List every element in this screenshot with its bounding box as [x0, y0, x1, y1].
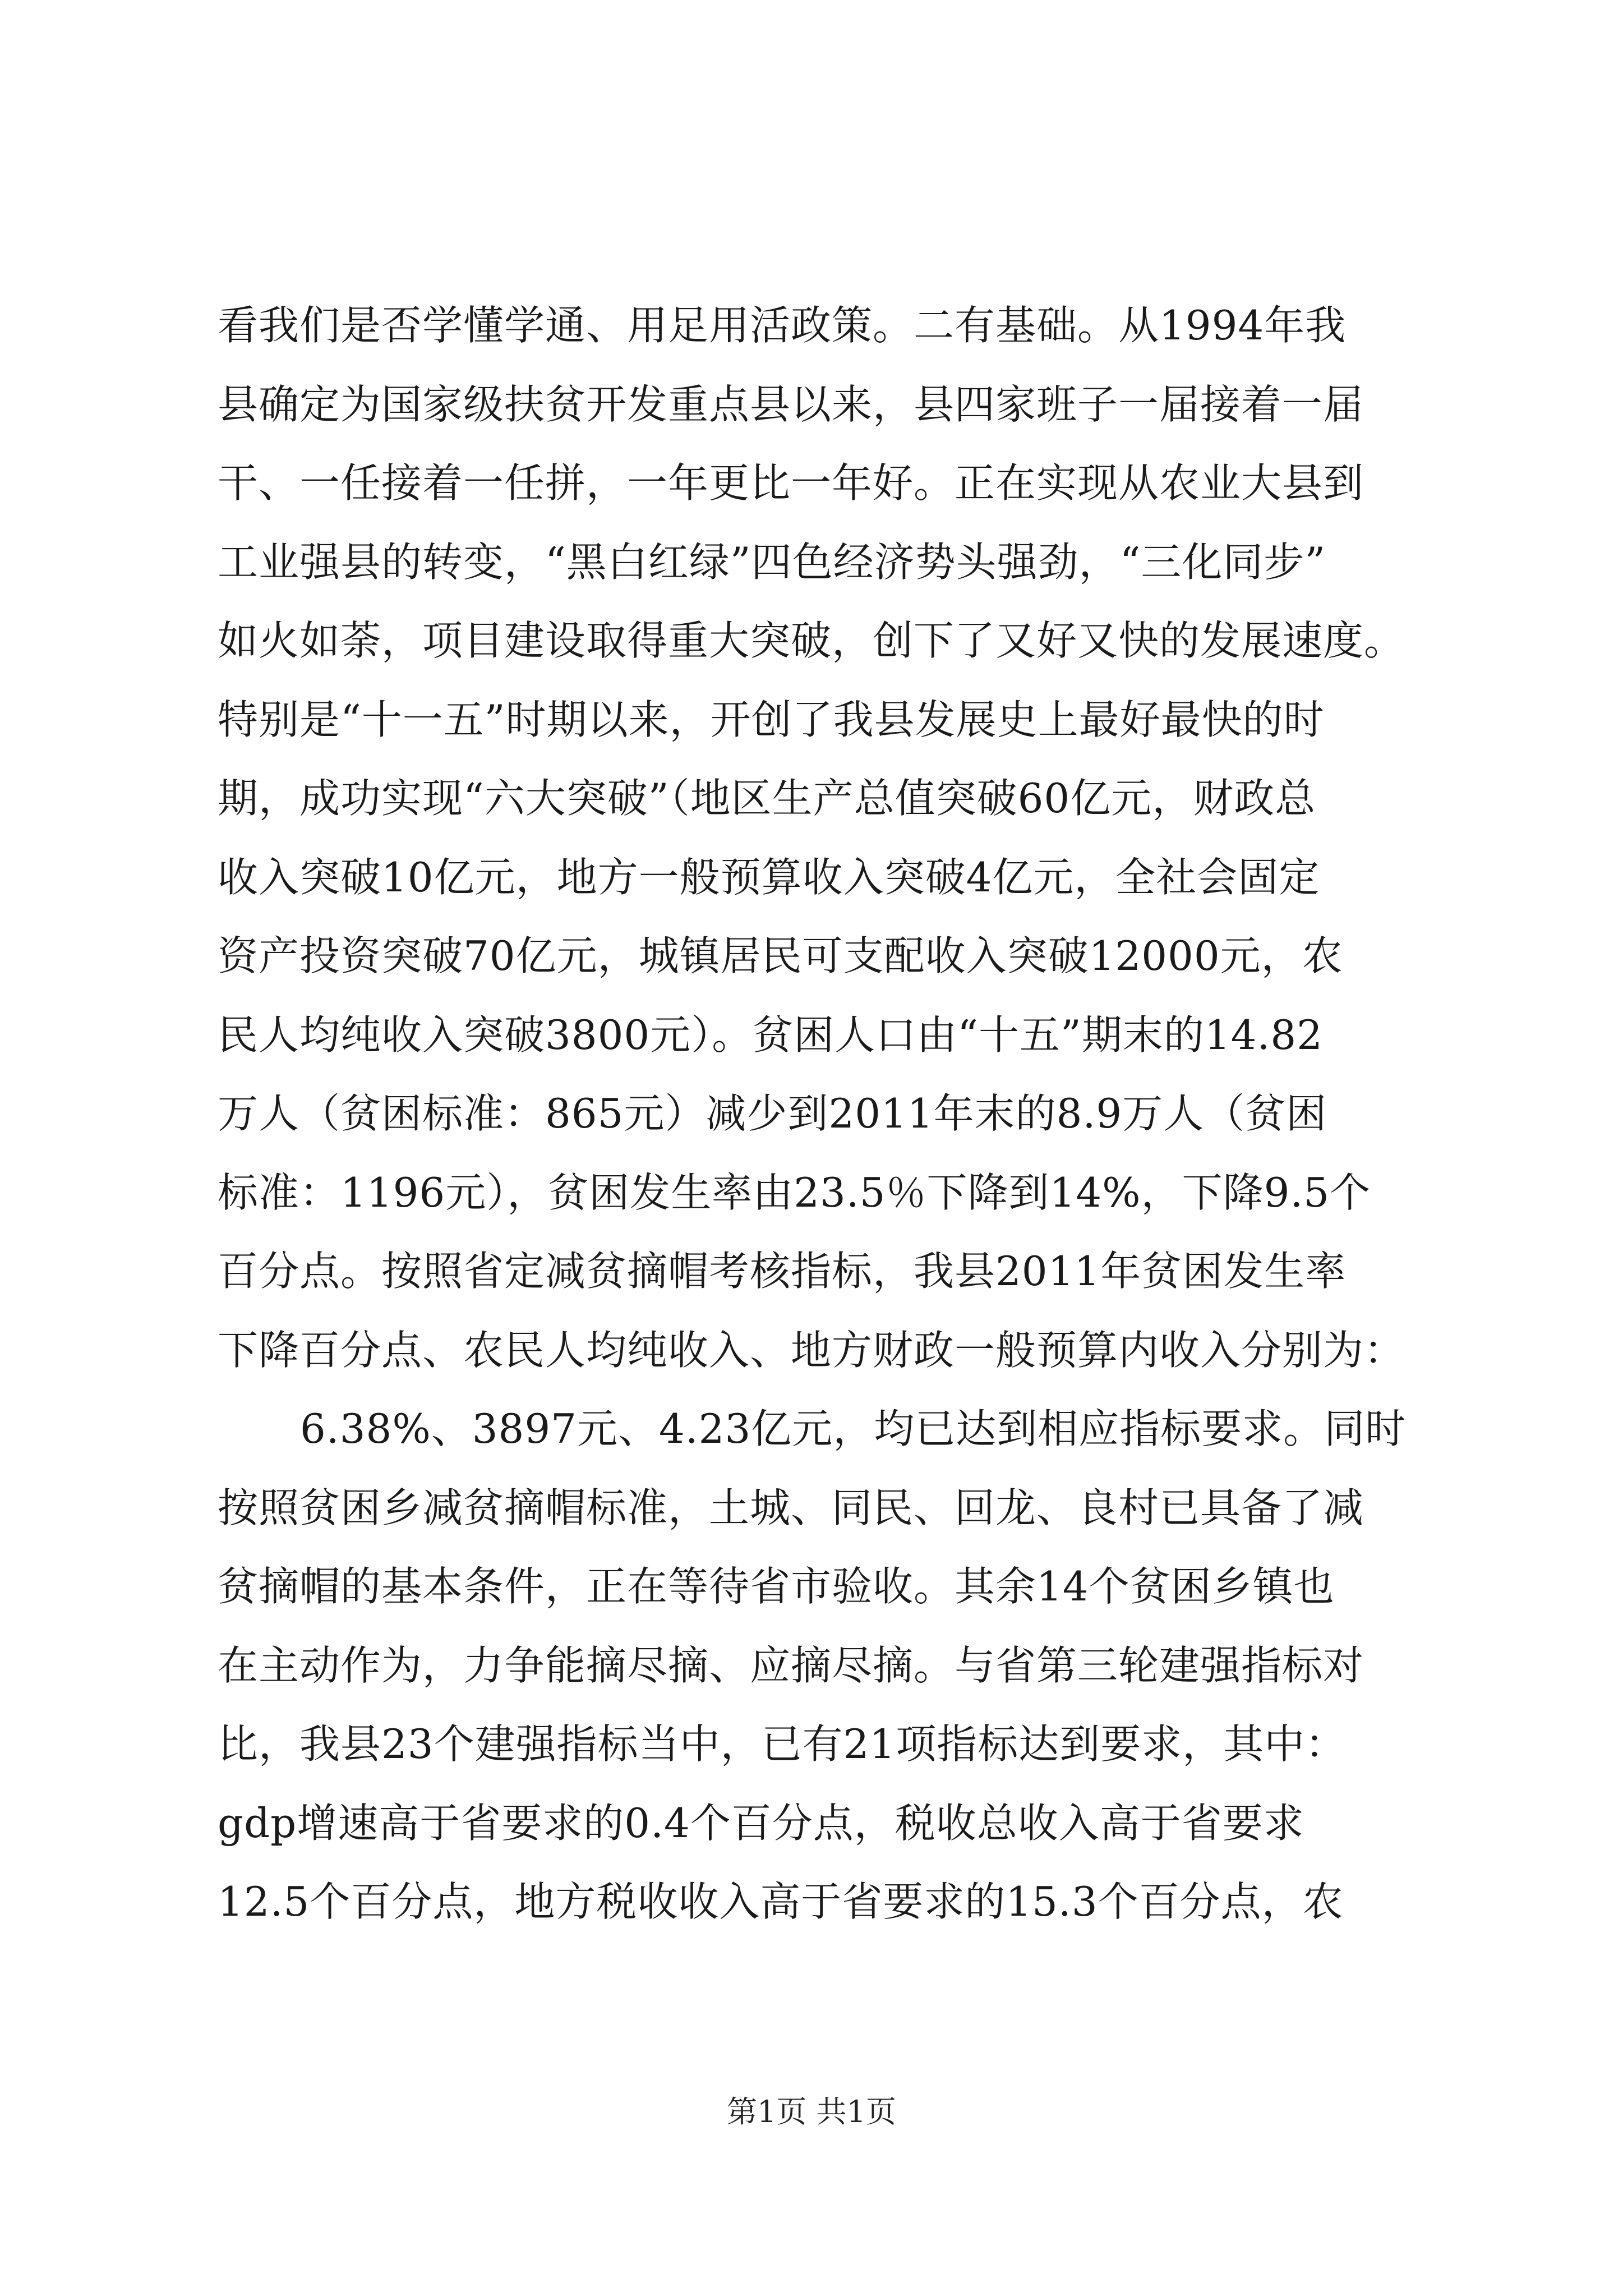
text-line: 如火如荼，项目建设取得重大突破，创下了又好又快的发展速度。	[218, 617, 1405, 664]
text-line: 县确定为国家级扶贫开发重点县以来，县四家班子一届接着一届	[218, 380, 1364, 428]
text-line: gdp增速高于省要求的0.4个百分点，税收总收入高于省要求	[218, 1799, 1304, 1847]
text-line: 标准：1196元），贫困发生率由23.5％下降到14%，下降9.5个	[218, 1168, 1371, 1216]
text-line: 看我们是否学懂学通、用足用活政策。二有基础。从1994年我	[218, 302, 1347, 349]
text-line: 期，成功实现“六大突破”（地区生产总值突破60亿元，财政总	[218, 775, 1316, 822]
text-line: 6.38%、3897元、4.23亿元，均已达到相应指标要求。同时	[300, 1405, 1407, 1452]
text-line: 在主动作为，力争能摘尽摘、应摘尽摘。与省第三轮建强指标对	[218, 1641, 1364, 1689]
body-text	[218, 286, 1412, 1941]
text-line: 万人（贫困标准：865元）减少到2011年末的8.9万人（贫困	[218, 1090, 1327, 1137]
text-line: 资产投资突破70亿元，城镇居民可支配收入突破12000元，农	[218, 932, 1343, 979]
text-line: 比，我县23个建强指标当中，已有21项指标达到要求，其中：	[218, 1720, 1347, 1768]
text-line: 工业强县的转变，“黑白红绿”四色经济势头强劲，“三化同步”	[218, 538, 1326, 586]
text-line: 下降百分点、农民人均纯收入、地方财政一般预算内收入分别为：	[218, 1326, 1405, 1374]
text-line: 干、一任接着一任拼，一年更比一年好。正在实现从农业大县到	[218, 459, 1364, 507]
text-line: 按照贫困乡减贫摘帽标准，土城、同民、回龙、良村已具备了减	[218, 1484, 1364, 1531]
text-line: 收入突破10亿元，地方一般预算收入突破4亿元，全社会固定	[218, 853, 1320, 901]
text-line: 特别是“十一五”时期以来，开创了我县发展史上最好最快的时	[218, 696, 1325, 743]
text-line: 12.5个百分点，地方税收收入高于省要求的15.3个百分点，农	[218, 1878, 1344, 1925]
text-line: 贫摘帽的基本条件，正在等待省市验收。其余14个贫困乡镇也	[218, 1563, 1335, 1610]
page-footer	[0, 2092, 1623, 2132]
text-line: 民人均纯收入突破3800元）。贫困人口由“十五”期末的14.82	[218, 1011, 1323, 1059]
page-number-label: 第1页 共1页	[727, 2094, 896, 2129]
text-line: 百分点。按照省定减贫摘帽考核指标，我县2011年贫困发生率	[218, 1248, 1347, 1295]
